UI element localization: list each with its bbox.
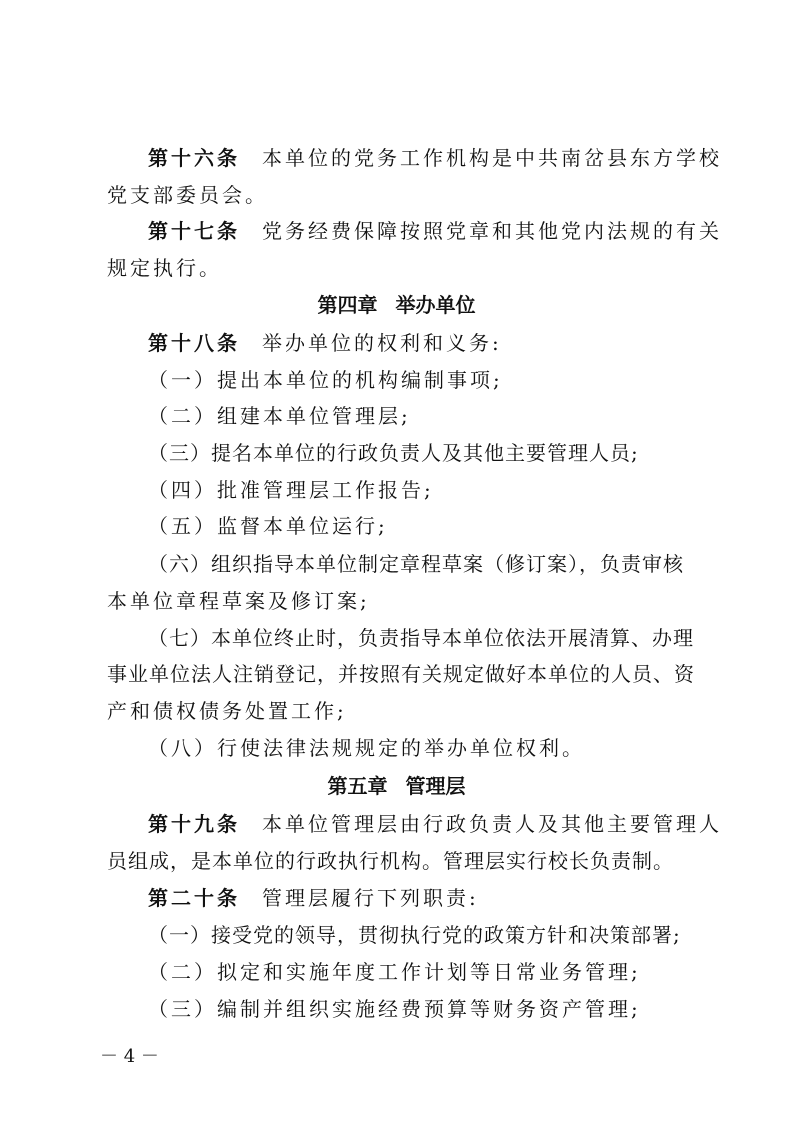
article-20-text: 管理层履行下列职责: [262, 886, 479, 910]
article-18-item-3: （三）提名本单位的行政负责人及其他主要管理人员; [148, 441, 639, 465]
article-18-label: 第十八条 [148, 331, 240, 355]
article-18-item-1: （一）提出本单位的机构编制事项; [148, 368, 503, 392]
article-20-line-1 [0, 886, 793, 910]
chapter-4-heading [0, 293, 793, 317]
article-18-line-1 [0, 331, 793, 355]
article-18-text: 举办单位的权利和义务: [262, 331, 502, 355]
article-18-item-5: （五）监督本单位运行; [148, 514, 388, 538]
chapter-4-number: 第四章 [317, 293, 378, 317]
article-19-line-1 [0, 812, 793, 836]
page-number: － 4 － [100, 1046, 159, 1067]
article-19-text: 本单位管理层由行政负责人及其他主要管理人 [262, 812, 722, 836]
article-18-item-7-line-3: 产和债权债务处置工作; [107, 699, 347, 723]
article-18-item-4: （四）批准管理层工作报告; [148, 478, 434, 502]
chapter-5-number: 第五章 [327, 774, 388, 798]
article-18-item-6-line-2: 本单位章程草案及修订案; [107, 589, 370, 613]
article-16-line-2: 党支部委员会。 [107, 183, 268, 207]
article-17-label: 第十七条 [148, 219, 240, 243]
article-20-item-2: （二）拟定和实施年度工作计划等日常业务管理; [148, 960, 641, 984]
article-17-line-1 [0, 219, 793, 243]
article-19-line-2: 员组成，是本单位的行政执行机构。管理层实行校长负责制。 [107, 849, 674, 873]
article-18-item-2: （二）组建本单位管理层; [148, 404, 411, 428]
article-19-label: 第十九条 [148, 812, 240, 836]
chapter-5-title: 管理层 [405, 774, 466, 798]
article-20-item-3: （三）编制并组织实施经费预算等财务资产管理; [148, 997, 641, 1021]
article-17-line-2: 规定执行。 [107, 256, 222, 280]
chapter-5-heading [0, 774, 793, 798]
article-18-item-6-line-1: （六）组织指导本单位制定章程草案（修订案），负责审核 [148, 552, 684, 576]
article-16-line-1 [0, 146, 793, 170]
article-20-item-1: （一）接受党的领导，贯彻执行党的政策方针和决策部署; [148, 923, 681, 947]
article-18-item-7-line-2: 事业单位法人注销登记，并按照有关规定做好本单位的人员、资 [107, 662, 695, 686]
article-18-item-8: （八）行使法律法规规定的举办单位权利。 [148, 736, 585, 760]
article-16-text: 本单位的党务工作机构是中共南岔县东方学校 [262, 146, 722, 170]
chapter-4-title: 举办单位 [395, 293, 476, 317]
article-16-label: 第十六条 [148, 146, 240, 170]
article-18-item-7-line-1: （七）本单位终止时，负责指导本单位依法开展清算、办理 [148, 626, 694, 650]
article-20-label: 第二十条 [148, 886, 240, 910]
article-17-text: 党务经费保障按照党章和其他党内法规的有关 [262, 219, 722, 243]
